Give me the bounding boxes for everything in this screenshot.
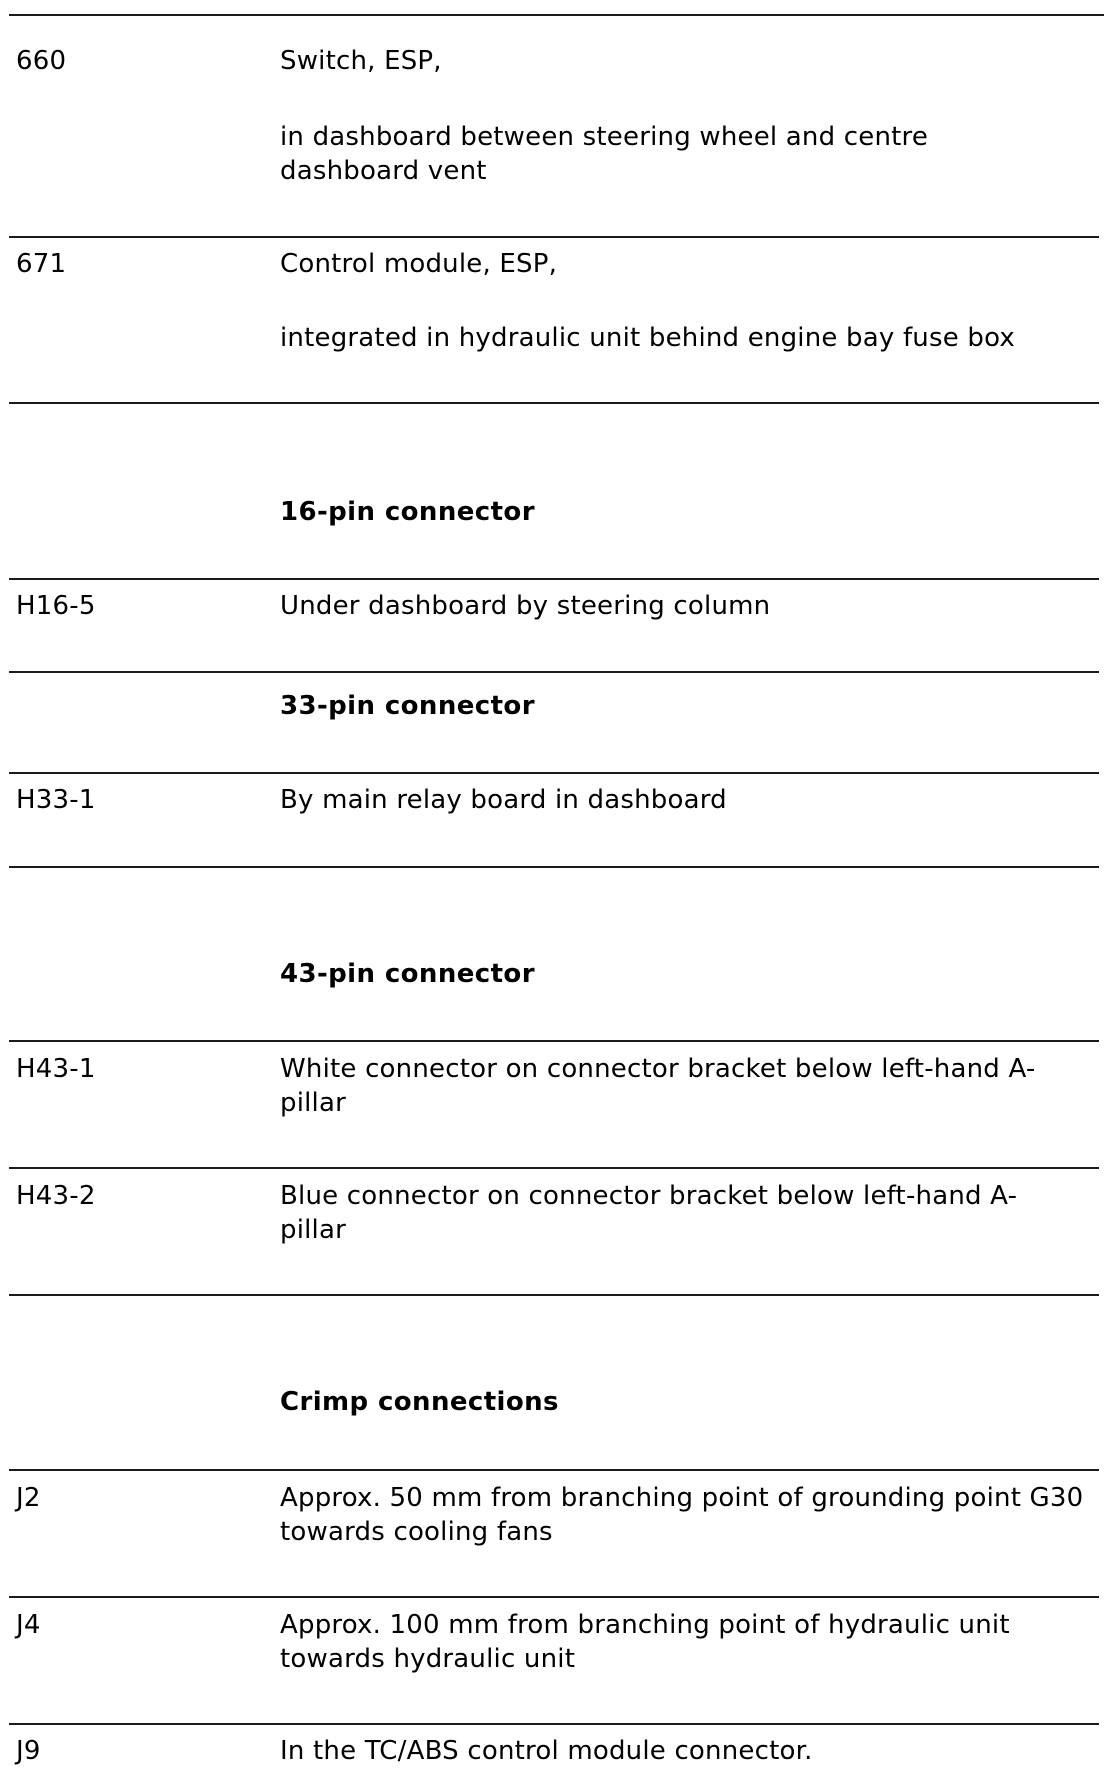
divider	[9, 578, 1099, 580]
item-location: Blue connector on connector bracket below left-hand A-pillar	[280, 1181, 1018, 1245]
item-location: Approx. 50 mm from branching point of grounding point G30 towards cooling fans	[280, 1483, 1084, 1547]
item-location: White connector on connector bracket below left-hand A-pillar	[280, 1054, 1036, 1118]
section-heading: 16-pin connector	[280, 497, 535, 527]
divider	[9, 1040, 1099, 1042]
divider	[9, 14, 1104, 16]
divider	[9, 1167, 1099, 1169]
item-location: in dashboard between steering wheel and centre dashboard vent	[280, 122, 929, 186]
item-title: Switch, ESP,	[280, 46, 442, 76]
item-code: H16-5	[16, 591, 96, 621]
divider	[9, 866, 1099, 868]
item-code: H33-1	[16, 785, 96, 815]
item-code: J9	[16, 1736, 41, 1766]
item-location: By main relay board in dashboard	[280, 785, 727, 815]
divider	[9, 772, 1099, 774]
divider	[9, 671, 1099, 673]
item-code: 660	[16, 46, 67, 76]
item-location: Approx. 100 mm from branching point of hydraulic unit towards hydraulic unit	[280, 1610, 1010, 1674]
item-code: 671	[16, 249, 67, 279]
item-code: H43-2	[16, 1181, 96, 1211]
section-heading: Crimp connections	[280, 1387, 559, 1417]
divider	[9, 1596, 1099, 1598]
item-code: J2	[16, 1483, 41, 1513]
item-location: In the TC/ABS control module connector.	[280, 1736, 813, 1766]
item-location: Under dashboard by steering column	[280, 591, 771, 621]
divider	[9, 1723, 1099, 1725]
section-heading: 33-pin connector	[280, 691, 535, 721]
divider	[9, 1469, 1099, 1471]
divider	[9, 236, 1099, 238]
divider	[9, 1294, 1099, 1296]
item-location: integrated in hydraulic unit behind engine bay fuse box	[280, 323, 1015, 353]
item-title: Control module, ESP,	[280, 249, 558, 279]
item-code: J4	[16, 1610, 41, 1640]
item-code: H43-1	[16, 1054, 96, 1084]
section-heading: 43-pin connector	[280, 959, 535, 989]
divider	[9, 402, 1099, 404]
